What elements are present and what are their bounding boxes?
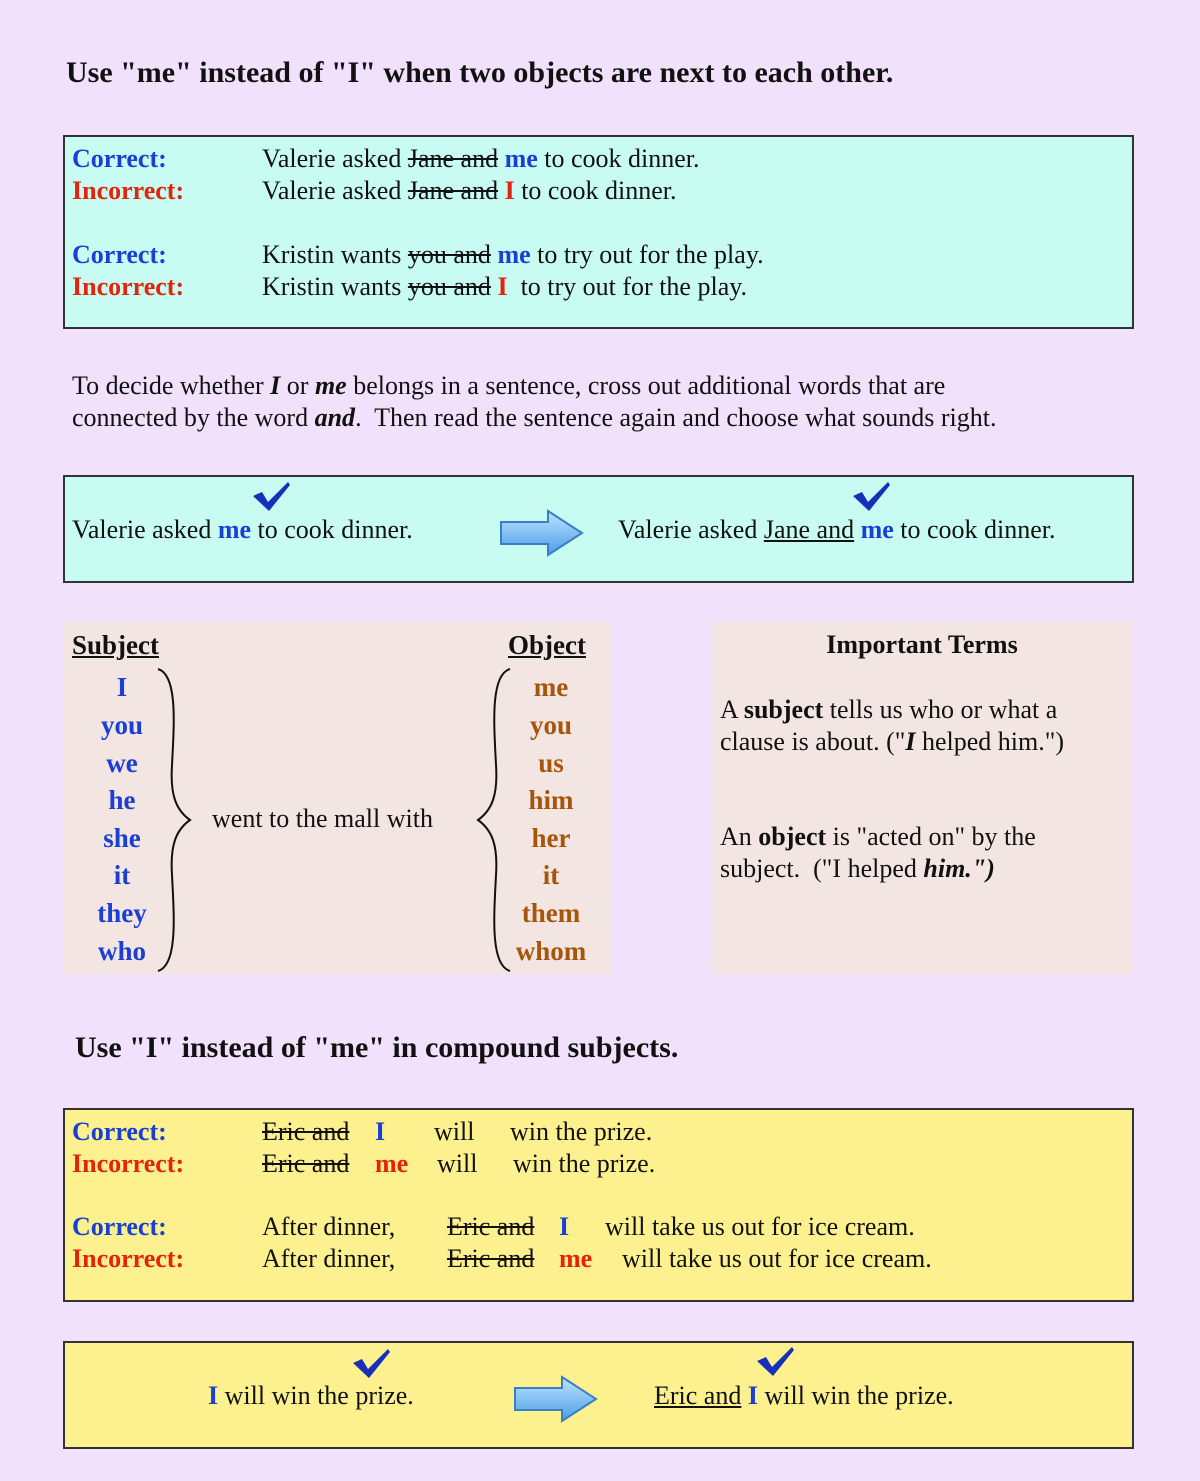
instructions-paragraph: To decide whether I or me belongs in a sentence, cross out additional words that are connected by the word and. Then read the sentence again and choose what sounds right. bbox=[72, 371, 997, 432]
checkmark-icon bbox=[350, 1347, 392, 1381]
subject-pronoun: you bbox=[100, 710, 144, 740]
example-sentence: Valerie asked Jane and I to cook dinner. bbox=[262, 176, 677, 205]
brace-middle-phrase: went to the mall with bbox=[212, 804, 433, 833]
right-brace-icon bbox=[150, 665, 200, 975]
object-pronoun: him bbox=[528, 785, 574, 815]
pronoun: I bbox=[559, 1212, 570, 1241]
object-header: Object bbox=[508, 630, 586, 660]
object-pronoun: them bbox=[521, 898, 581, 928]
pronoun: me bbox=[504, 144, 538, 173]
example2-right-sentence: Eric and I will win the prize. bbox=[654, 1381, 954, 1410]
pronoun: I bbox=[504, 176, 515, 205]
struck-words: you and bbox=[407, 240, 491, 269]
right-arrow-icon bbox=[512, 1374, 600, 1424]
pronoun: I bbox=[497, 272, 508, 301]
section1-heading: Use "me" instead of "I" when two objects are next to each other. bbox=[66, 56, 894, 89]
pronoun: me bbox=[559, 1244, 593, 1273]
subject-pronoun: I bbox=[116, 672, 128, 702]
sentence-end: win the prize. bbox=[510, 1117, 653, 1146]
object-pronoun: us bbox=[538, 748, 564, 778]
struck-words: you and bbox=[407, 272, 491, 301]
object-pronoun: me bbox=[533, 672, 569, 702]
pronoun: me bbox=[497, 240, 531, 269]
sentence-start: After dinner, bbox=[262, 1212, 396, 1241]
sentence-start: After dinner, bbox=[262, 1244, 396, 1273]
subject-definition: A subject tells us who or what a clause is about. ("I helped him.") bbox=[720, 695, 1064, 756]
example-sentence: Kristin wants you and I to try out for the play. bbox=[262, 272, 748, 301]
example-row bbox=[72, 144, 167, 174]
struck-words: Eric and bbox=[262, 1117, 350, 1146]
row-label: Correct: bbox=[72, 240, 167, 269]
subject-pronoun: we bbox=[106, 748, 138, 778]
example2-left-sentence: I will win the prize. bbox=[208, 1381, 414, 1410]
example-sentence: Kristin wants you and me to try out for the play. bbox=[262, 240, 764, 269]
object-pronoun: whom bbox=[515, 936, 587, 966]
row-label: Correct: bbox=[72, 1212, 167, 1241]
subject-pronoun: who bbox=[97, 936, 146, 966]
subject-pronoun: it bbox=[113, 860, 131, 890]
struck-words: Eric and bbox=[262, 1149, 350, 1178]
struck-words: Jane and bbox=[407, 144, 499, 173]
left-brace-icon bbox=[468, 665, 518, 975]
checkmark-icon bbox=[850, 480, 892, 514]
sentence-end: win the prize. bbox=[513, 1149, 656, 1178]
sentence-end: will take us out for ice cream. bbox=[605, 1212, 915, 1241]
example-sentence: Valerie asked Jane and me to cook dinner. bbox=[262, 144, 700, 173]
example1-right-sentence: Valerie asked Jane and me to cook dinner. bbox=[618, 515, 1056, 544]
right-arrow-icon bbox=[498, 508, 586, 558]
subject-pronoun: he bbox=[108, 785, 136, 815]
example-row bbox=[72, 272, 184, 302]
subject-pronoun: they bbox=[97, 898, 147, 928]
row-label: Incorrect: bbox=[72, 1149, 185, 1178]
verb: will bbox=[437, 1149, 478, 1178]
row-label: Correct: bbox=[72, 1117, 167, 1146]
important-terms-title: Important Terms bbox=[826, 630, 1018, 659]
checkmark-icon bbox=[250, 480, 292, 514]
row-label: Incorrect: bbox=[72, 176, 185, 205]
object-pronoun: you bbox=[529, 710, 573, 740]
row-label: Incorrect: bbox=[72, 272, 185, 301]
example-row bbox=[72, 176, 184, 206]
subject-header: Subject bbox=[72, 630, 159, 660]
object-definition: An object is "acted on" by the subject. ("I helped him.") bbox=[720, 822, 1036, 883]
section2-heading: Use "I" instead of "me" in compound subjects. bbox=[75, 1031, 679, 1064]
sentence-end: will take us out for ice cream. bbox=[622, 1244, 932, 1273]
example-row bbox=[72, 240, 167, 270]
important-terms-panel bbox=[712, 622, 1132, 974]
row-label: Correct: bbox=[72, 144, 167, 173]
checkmark-icon bbox=[754, 1345, 796, 1379]
struck-words: Jane and bbox=[407, 176, 499, 205]
example1-left-sentence: Valerie asked me to cook dinner. bbox=[72, 515, 413, 544]
verb: will bbox=[434, 1117, 475, 1146]
object-pronoun: it bbox=[542, 860, 560, 890]
pronoun: I bbox=[375, 1117, 386, 1146]
row-label: Incorrect: bbox=[72, 1244, 185, 1273]
pronoun: me bbox=[375, 1149, 409, 1178]
object-pronoun: her bbox=[531, 823, 571, 853]
struck-words: Eric and bbox=[447, 1212, 535, 1241]
struck-words: Eric and bbox=[447, 1244, 535, 1273]
subject-pronoun: she bbox=[103, 823, 141, 853]
